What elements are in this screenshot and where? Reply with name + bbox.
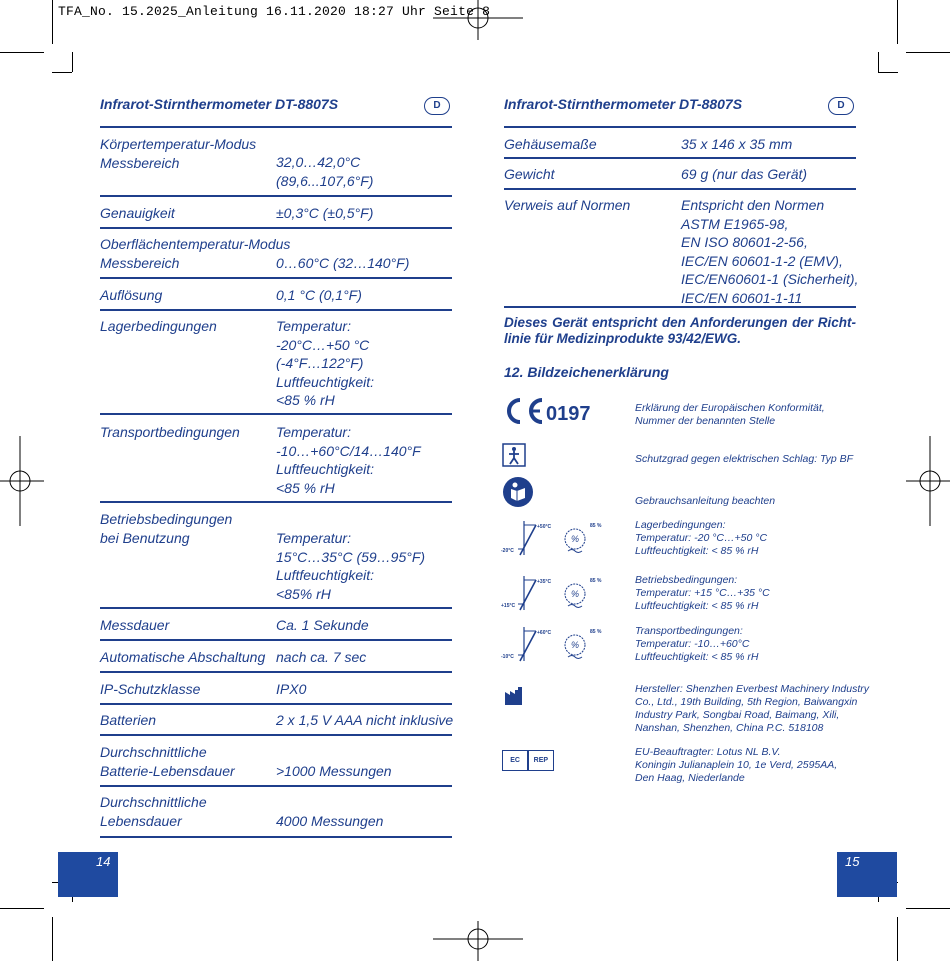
registration-mark-left [0, 436, 44, 526]
spec-label: Körpertemperatur-Modus Messbereich [100, 136, 257, 171]
svg-text:%: % [571, 589, 580, 599]
spec-value: 4000 Messungen [276, 813, 384, 829]
max-temp-label: +35°C [537, 579, 552, 585]
divider [100, 309, 452, 311]
divider [100, 126, 452, 128]
print-slug: TFA_No. 15.2025_Anleitung 16.11.2020 18:27 Uhr Seite 8 [58, 4, 491, 19]
divider [100, 227, 452, 229]
registration-mark-bottom [433, 921, 523, 961]
divider [100, 734, 452, 736]
right-language-badge: D [828, 97, 854, 115]
operating-conditions-icon [500, 574, 605, 614]
divider [100, 639, 452, 641]
spec-value: 32,0…42,0°C (89,6...107,6°F) [276, 154, 374, 189]
divider [100, 671, 452, 673]
spec-label: Automatische Abschaltung [100, 649, 266, 665]
spec-value: >1000 Messungen [276, 763, 392, 779]
spec-value: 0…60°C (32…140°F) [276, 255, 410, 271]
ce-mark-icon [502, 396, 546, 426]
divider [100, 277, 452, 279]
registration-mark-right [906, 436, 950, 526]
divider [504, 306, 856, 308]
divider [504, 126, 856, 128]
min-temp-label: -20°C [501, 548, 514, 554]
divider [100, 785, 452, 787]
divider [100, 607, 452, 609]
spec-label: IP-Schutzklasse [100, 681, 201, 697]
type-bf-icon [502, 443, 526, 467]
spec-label: Messdauer [100, 617, 170, 633]
spec-value: 69 g (nur das Gerät) [681, 166, 808, 182]
spec-label: Auflösung [100, 287, 163, 303]
transport-conditions-icon [500, 625, 605, 665]
left-language-badge: D [424, 97, 450, 115]
divider [504, 188, 856, 190]
spec-label: Lagerbedingungen [100, 318, 217, 334]
min-temp-label: +15°C [501, 603, 516, 609]
svg-text:%: % [571, 534, 580, 544]
symbol-description: Betriebsbedingungen: Temperatur: +15 °C…+35 °C Luftfeuchtigkeit: < 85 % rH [635, 574, 770, 612]
rep-label: REP [533, 757, 549, 764]
humidity-label: 85 % [590, 629, 602, 635]
spec-label: Durchschnittliche Lebensdauer [100, 794, 207, 829]
page-number-text: 15 [845, 854, 860, 869]
spec-label: Durchschnittliche Batterie-Lebensdauer [100, 744, 235, 779]
registration-mark-top [433, 0, 523, 40]
symbol-description: Gebrauchsanleitung beachten [635, 495, 776, 507]
spec-label: Gewicht [504, 166, 555, 182]
spec-value: IPX0 [276, 681, 307, 697]
divider [100, 703, 452, 705]
spec-value: Ca. 1 Sekunde [276, 617, 369, 633]
spec-value: 2 x 1,5 V AAA nicht inklusive [276, 712, 454, 728]
spec-value: Temperatur: -10…+60°C/14…140°F Luftfeuchtigkeit: <85 % rH [276, 424, 421, 496]
manual-icon [502, 476, 534, 508]
max-temp-label: +60°C [537, 630, 552, 636]
compliance-note: Dieses Gerät entspricht den Anforderungen der Richt-linie für Medizinprodukte 93/42/EWG. [504, 315, 856, 346]
symbol-description: Transportbedingungen: Temperatur: -10…+60°C Luftfeuchtigkeit: < 85 % rH [635, 625, 759, 663]
spec-label: Transportbedingungen [100, 424, 240, 440]
humidity-label: 85 % [590, 578, 602, 584]
divider [100, 195, 452, 197]
symbol-description: Hersteller: Shenzhen Everbest Machinery Industry Co., Ltd., 19th Building, 5th Region, Baiwangxin Industry Park, Songbai Road, Baimang, Xili, Nanshan, Shenzhen, China P.C. 518108 [635, 683, 870, 734]
spec-value: 35 x 146 x 35 mm [681, 136, 793, 152]
left-page-title: Infrarot-Stirnthermometer DT-8807S [100, 96, 339, 112]
spec-label: Genauigkeit [100, 205, 175, 221]
ec-rep-icon [502, 750, 554, 771]
ce-number: 0197 [546, 403, 591, 425]
spec-value: 0,1 °C (0,1°F) [276, 287, 362, 303]
divider [504, 157, 856, 159]
section-heading: 12. Bildzeichenerklärung [504, 364, 669, 380]
svg-text:%: % [571, 640, 580, 650]
symbol-description: Lagerbedingungen: Temperatur: -20 °C…+50 °C Luftfeuchtigkeit: < 85 % rH [635, 519, 768, 557]
spec-value: Entspricht den Normen ASTM E1965-98, EN ISO 80601-2-56, IEC/EN 60601-1-2 (EMV), IEC/EN60601-1 (Sicherheit), IEC/EN 60601-1-11 [681, 197, 859, 306]
page-number-right [837, 852, 897, 897]
ec-label: EC [510, 757, 520, 764]
spec-value: Temperatur: 15°C…35°C (59…95°F) Luftfeuchtigkeit: <85% rH [276, 530, 426, 602]
spec-label: Oberflächentemperatur-Modus Messbereich [100, 236, 291, 271]
divider [100, 836, 452, 838]
max-temp-label: +50°C [537, 524, 552, 530]
spec-value: nach ca. 7 sec [276, 649, 367, 665]
humidity-label: 85 % [590, 523, 602, 529]
manufacturer-icon [504, 686, 524, 706]
storage-conditions-icon [500, 519, 605, 559]
spec-value: ±0,3°C (±0,5°F) [276, 205, 374, 221]
divider [100, 413, 452, 415]
page-number-text: 14 [96, 854, 111, 869]
spec-label: Betriebsbedingungen bei Benutzung [100, 511, 233, 546]
spec-label: Verweis auf Normen [504, 197, 631, 213]
spec-label: Gehäusemaße [504, 136, 597, 152]
symbol-description: EU-Beauftragter: Lotus NL B.V. Koningin Julianaplein 10, 1e Verd, 2595AA, Den Haag, Niederlande [635, 746, 838, 784]
right-page-title: Infrarot-Stirnthermometer DT-8807S [504, 96, 743, 112]
divider [100, 501, 452, 503]
min-temp-label: -10°C [501, 654, 514, 660]
page-number-left [58, 852, 118, 897]
symbol-description: Erklärung der Europäischen Konformität, Nummer der benannten Stelle [635, 402, 825, 427]
spec-label: Batterien [100, 712, 157, 728]
symbol-description: Schutzgrad gegen elektrischen Schlag: Typ BF [635, 453, 854, 465]
spec-value: Temperatur: -20°C…+50 °C (-4°F…122°F) Luftfeuchtigkeit: <85 % rH [276, 318, 375, 408]
